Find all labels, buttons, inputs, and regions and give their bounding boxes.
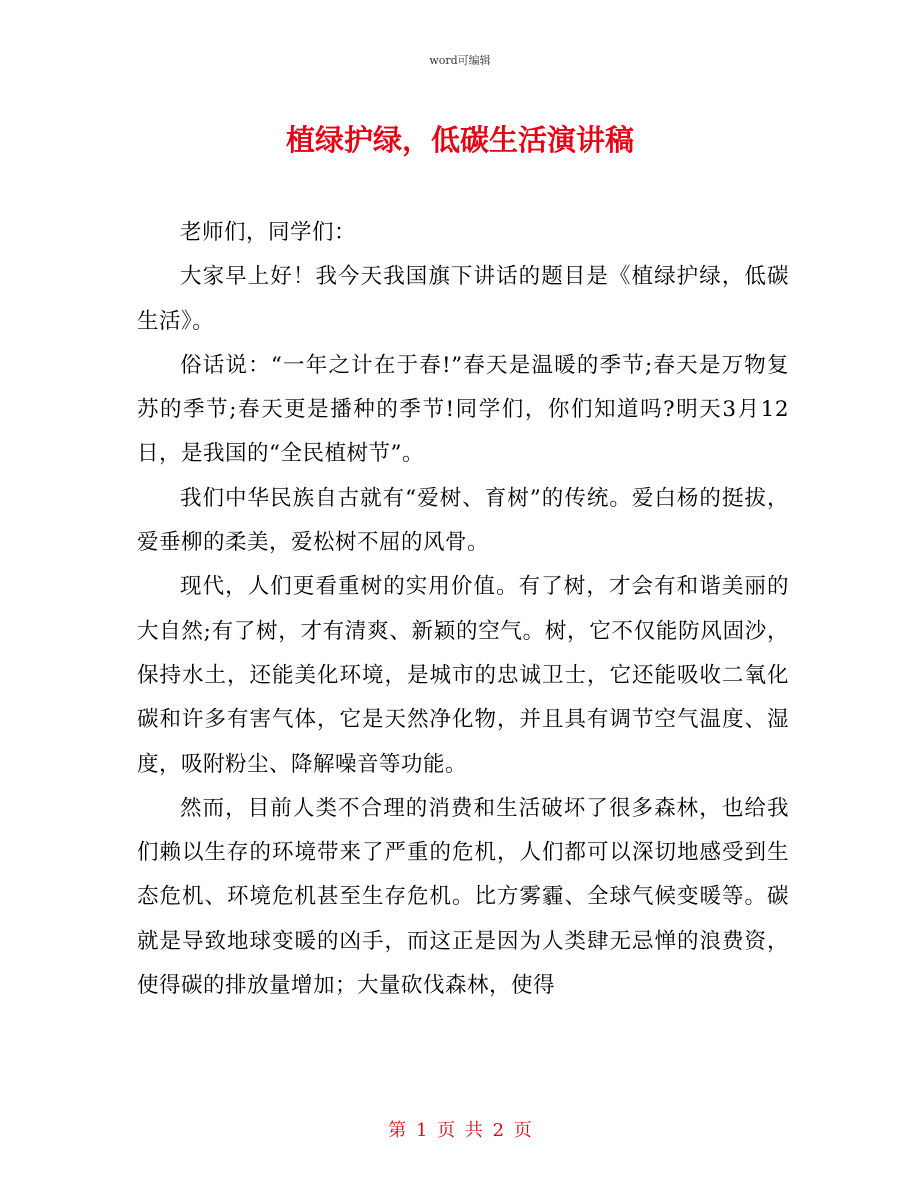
body-paragraph: 大家早上好！我今天我国旗下讲话的题目是《植绿护绿，低碳生活》。: [137, 264, 789, 334]
body-paragraph: 然而，目前人类不合理的消费和生活破坏了很多森林，也给我们赖以生存的环境带来了严重的危机，人们都可以深切地感受到生态危机、环境危机甚至生存危机。比方雾霾、全球气候变暖等。碳就是导致地球变暖的凶手，而这正是因为人类肆无忌惮的浪费资，使得碳的排放量增加；大量砍伐森林，使得: [137, 795, 789, 999]
body-paragraph: 俗话说：“一年之计在于春!”春天是温暖的季节;春天是万物复苏的季节;春天更是播种的季节!同学们，你们知道吗?明天3月12日，是我国的“全民植树节”。: [137, 352, 789, 467]
salutation-paragraph: 老师们，同学们：: [180, 220, 357, 245]
document-body: [137, 211, 789, 1008]
page-header: word可编辑: [429, 54, 491, 67]
body-paragraph: 我们中华民族自古就有“爱树、育树”的传统。爱白杨的挺拔，爱垂柳的柔美，爱松树不屈的风骨。: [137, 485, 789, 556]
body-paragraph: 现代，人们更看重树的实用价值。有了树，才会有和谐美丽的大自然;有了树，才有清爽、新颖的空气。树，它不仅能防风固沙，保持水土，还能美化环境，是城市的忠诚卫士，它还能吸收二氧化碳和许多有害气体，它是天然净化物，并且具有调节空气温度、湿度，吸附粉尘、降解噪音等功能。: [137, 574, 789, 777]
document-title: 植绿护绿，低碳生活演讲稿: [285, 123, 634, 157]
page-number-footer: 第 1 页 共 2 页: [388, 1120, 532, 1141]
